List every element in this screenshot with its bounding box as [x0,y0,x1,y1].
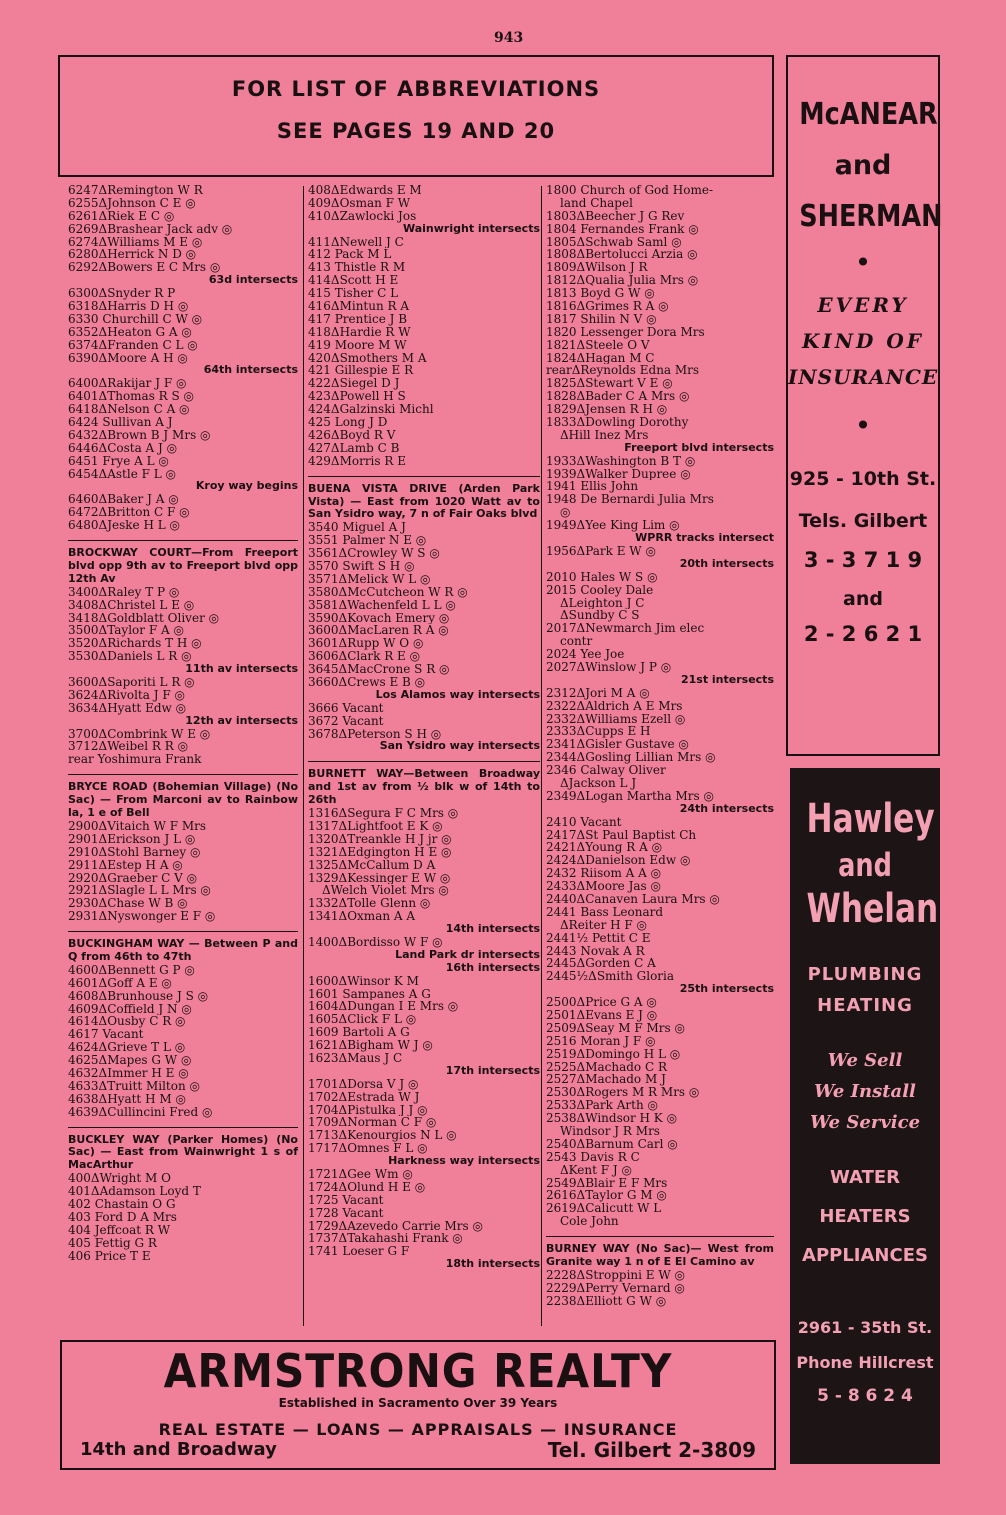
listing-entry: rearΔReynolds Edna Mrs [546,364,700,378]
ad-bullet: • [854,409,872,442]
listing-entry: 2432 Riisom A A ◎ [546,867,662,881]
listing-entry: 1604ΔDungan I E Mrs ◎ [308,1000,459,1014]
ad-address: 2961 - 35th St. [797,1318,933,1337]
intersection-note: 20th intersects [679,557,774,570]
intersection-note: 18th intersects [445,1258,540,1271]
listing-entry: 6480ΔJeske H L ◎ [68,519,180,533]
listing-entry: 2501ΔEvans E J ◎ [546,1009,658,1022]
listing-entry: 1623ΔMaus J C [308,1051,403,1065]
listing-entry: 2017ΔNewmarch Jim elec [546,622,705,636]
listing-entry: 2441½ Pettit C E [546,931,651,945]
listing-entry: 6390ΔMoore A H ◎ [68,351,188,365]
listing-entry: 3400ΔRaley T P ◎ [68,585,180,599]
listing-entry: 3500ΔTaylor F A ◎ [68,624,184,638]
intersection-note: 16th intersects [445,961,540,974]
listing-entry: 417 Prentice J B [308,312,408,326]
ad-name-1: Hawley [806,796,935,842]
listing-entry: 2322ΔAldrich A E Mrs [546,699,683,713]
listing-entry: 1321ΔEdgington H E ◎ [308,845,452,859]
listing-entry: 402 Chastain O G [68,1198,176,1211]
listing-entry: 1725 Vacant [308,1193,384,1207]
listing-entry: 1709ΔNorman C F ◎ [308,1116,437,1130]
listing-entry: 3418ΔGoldblatt Oliver ◎ [68,611,220,625]
directory-column-2 [308,184,540,1271]
ad-name-1: McANEAR [799,97,938,132]
listing-entry: 2332ΔWilliams Ezell ◎ [546,712,686,726]
listing-entry: 6451 Frye A L ◎ [68,454,169,468]
listing-entry: 2538ΔWindsor H K ◎ [546,1112,678,1126]
ad-bullet: • [854,246,872,279]
listing-entry: 1704ΔPistulka J J ◎ [308,1103,428,1117]
listing-entry: 1933ΔWashington B T ◎ [546,454,696,468]
intersection-note: 63d intersects [208,274,298,287]
listing-entry: 2440ΔCanaven Laura Mrs ◎ [546,892,720,906]
listing-entry: 1805ΔSchwab Saml ◎ [546,235,682,249]
listing-entry: 2410 Vacant [546,815,622,829]
listing-entry: 2921ΔSlagle L L Mrs ◎ [68,884,211,898]
listing-entry: 2424ΔDanielson Edw ◎ [546,854,691,868]
listing-entry-continued: ΔWelch Violet Mrs ◎ [322,884,449,898]
listing-entry: 6446ΔCosta A J ◎ [68,441,178,455]
street-separator [308,476,540,477]
listing-entry: 2027ΔWinslow J P ◎ [546,660,672,674]
armstrong-realty-ad [60,1340,776,1470]
listing-entry: 2525ΔMachado C R [546,1060,668,1074]
listing-entry: 3601ΔRupp W O ◎ [308,637,424,651]
listing-entry: 2421ΔYoung R A ◎ [546,841,663,855]
street-separator [68,931,298,932]
listing-entry: 1317ΔLightfoot E K ◎ [308,819,443,833]
listing-entry-continued: ◎ [560,506,571,520]
listing-entry: 3600ΔMacLaren R A ◎ [308,624,449,638]
listing-entry: 4639ΔCullincini Fred ◎ [68,1105,213,1119]
listing-entry: 4625ΔMapes G W ◎ [68,1054,192,1068]
listing-entry: 3580ΔMcCutcheon W R ◎ [308,585,468,599]
intersection-note: Los Alamos way intersects [375,688,540,701]
listing-entry-continued: Cole John [560,1215,619,1229]
intersection-note: Freeport blvd intersects [624,441,774,454]
ad-phone-number: 5 - 8 6 2 4 [817,1386,913,1406]
listing-entry: 3660ΔCrews E B ◎ [308,676,426,689]
listing-entry: 1721ΔGee Wm ◎ [308,1168,413,1181]
ad-name-2: Whelan [806,886,939,932]
listing-entry-continued: ΔReiter H F ◎ [560,918,648,932]
ad-product-1: WATER [829,1167,900,1188]
listing-entry: 2010 Hales W S ◎ [546,570,658,584]
street-heading: BUENA VISTA DRIVE (Arden Park Vista) — East from 1020 Watt av to San Ysidro way, 7 n of Fair Oaks blvd [308,481,540,521]
listing-entry: 2900ΔVitaich W F Mrs [68,819,207,833]
abbreviations-line-2: SEE PAGES 19 AND 20 [276,119,556,143]
intersection-note: 25th intersects [679,983,774,996]
listing-entry: 1400ΔBordisso W F ◎ [308,935,443,949]
listing-entry: 413 Thistle R M [308,261,406,275]
ad-tagline-3: INSURANCE [788,365,939,389]
listing-entry: 6318ΔHarris D H ◎ [68,300,189,313]
street-heading: BROCKWAY COURT—From Freeport blvd opp 9th av to Freeport blvd opp 12th Av [68,546,298,585]
listing-entry: 3530ΔDaniels L R ◎ [68,650,192,664]
listing-entry: 3590ΔKovach Emery ◎ [308,611,450,625]
street-separator [68,1127,298,1128]
ad-established: Established in Sacramento Over 39 Years [278,1396,558,1410]
street-heading: BRYCE ROAD (Bohemian Village) (No Sac) — From Marconi av to Rainbow la, 1 e of Bell [68,780,298,820]
intersection-note: 24th intersects [679,802,774,815]
listing-entry: 3645ΔMacCrone S R ◎ [308,663,450,676]
listing-entry: 1601 Sampanes A G [308,987,431,1001]
listing-entry: 415 Tisher C L [308,287,399,301]
listing-entry: 1803ΔBeecher J G Rev [546,209,685,223]
listing-entry-continued: Windsor J R Mrs [560,1125,660,1138]
mcanear-sherman-ad [786,55,943,756]
listing-entry: 3540 Miguel A J [308,521,406,535]
listing-entry: 2931ΔNyswonger E F ◎ [68,910,216,924]
intersection-note: Land Park dr intersects [395,948,540,961]
listing-entry: 3700ΔCombrink W E ◎ [68,727,211,741]
street-heading: BUCKINGHAM WAY — Between P and Q from 46th to 47th [68,937,298,963]
listing-entry: 6454ΔAstle F L ◎ [68,467,176,481]
directory-column-3 [546,184,774,1308]
listing-entry: 422ΔSiegel D J [308,377,400,391]
listing-entry: 6269ΔBrashear Jack adv ◎ [68,222,233,236]
listing-entry: 6261ΔRiek E C ◎ [68,209,175,223]
ad-name: ARMSTRONG REALTY [163,1344,673,1398]
listing-entry: 2349ΔLogan Martha Mrs ◎ [546,789,714,803]
listing-entry: 1820 Lessenger Dora Mrs [546,325,705,339]
listing-entry: 3712ΔWeibel R R ◎ [68,740,189,754]
listing-entry: 400ΔWright M O [68,1172,171,1186]
listing-entry: 1316ΔSegura F C Mrs ◎ [308,807,459,820]
listing-entry: 1609 Bartoli A G [308,1026,410,1040]
ad-phone-2: 2 - 2 6 2 1 [803,622,923,646]
abbreviations-line-1: FOR LIST OF ABBREVIATIONS [231,77,601,101]
listing-entry: 4614ΔOusby C R ◎ [68,1015,186,1029]
listing-entry: 6400ΔRakijar J F ◎ [68,377,187,391]
listing-entry: 411ΔNewell J C [308,235,404,249]
listing-entry: 2445ΔGorden C A [546,957,656,971]
listing-entry: 6255ΔJohnson C E ◎ [68,196,196,210]
listing-entry: 1600ΔWinsor K M [308,974,419,988]
listing-entry: 2901ΔErickson J L ◎ [68,832,196,846]
listing-entry: 1816ΔGrimes R A ◎ [546,300,669,313]
listing-entry: 1813 Boyd G W ◎ [546,287,655,301]
listing-entry: 2333ΔCupps E H [546,725,651,739]
listing-entry: 426ΔBoyd R V [308,428,396,442]
street-separator [68,774,298,775]
listing-entry: 1956ΔPark E W ◎ [546,544,656,558]
listing-entry: 1737ΔTakahashi Frank ◎ [308,1232,463,1246]
ad-tagline-1: We Sell [827,1050,903,1071]
listing-entry: 3520ΔRichards T H ◎ [68,637,202,651]
listing-entry: 1325ΔMcCallum D A [308,858,436,872]
ad-name-2: SHERMAN [799,199,943,234]
listing-entry: 2527ΔMachado M J [546,1073,666,1087]
listing-entry: 3581ΔWachenfeld L L ◎ [308,598,456,612]
street-separator [308,761,540,762]
listing-entry: 6472ΔBritton C F ◎ [68,506,190,520]
listing-entry: 2543 Davis R C [546,1150,640,1164]
listing-entry: 1717ΔOmnes F L ◎ [308,1142,428,1156]
listing-entry: 1829ΔJensen R H ◎ [546,403,668,417]
listing-entry: 1329ΔKessinger E W ◎ [308,871,451,885]
street-separator [68,540,298,541]
listing-entry: 2530ΔRogers M R Mrs ◎ [546,1086,700,1100]
column-divider [541,186,542,1326]
listing-entry: 2238ΔElliott G W ◎ [546,1294,667,1308]
listing-entry: 4617 Vacant [68,1028,144,1042]
listing-entry: 2910ΔStohl Barney ◎ [68,845,201,859]
listing-entry: 1828ΔBader C A Mrs ◎ [546,390,690,404]
listing-entry: 1800 Church of God Home- [546,184,714,197]
listing-entry: 3600ΔSaporiti L R ◎ [68,676,195,689]
listing-entry: 1824ΔHagan M C [546,351,655,365]
listing-entry: 2619ΔCalicutt W L [546,1202,662,1216]
ad-telephone: Tel. Gilbert 2-3809 [547,1438,756,1462]
listing-entry: 410ΔZawlocki Jos [308,209,417,223]
listing-entry: 2312ΔJori M A ◎ [546,686,650,700]
listing-entry: 424ΔGalzinski Michl [308,403,434,417]
listing-entry: 408ΔEdwards E M [308,184,422,197]
listing-entry: 2341ΔGisler Gustave ◎ [546,738,689,752]
ad-tagline-2: We Install [814,1081,916,1102]
listing-entry: 427ΔLamb C B [308,441,400,455]
street-separator [546,1236,774,1237]
listing-entry: 423ΔPowell H S [308,390,406,404]
listing-entry: 1821ΔSteele O V [546,338,650,352]
listing-entry: 3606ΔClark R E ◎ [308,650,421,664]
listing-entry: 6274ΔWilliams M E ◎ [68,235,203,249]
listing-entry-continued: ΔKent F J ◎ [560,1163,633,1177]
listing-entry: 6418ΔNelson C A ◎ [68,403,190,417]
ad-product-2: HEATERS [819,1206,911,1227]
listing-entry: 3571ΔMelick W L ◎ [308,572,431,586]
listing-entry: 414ΔScott H E [308,274,399,288]
listing-entry: 2417ΔSt Paul Baptist Ch [546,828,697,842]
listing-entry: 412 Pack M L [308,248,392,262]
listing-entry: 6352ΔHeaton G A ◎ [68,325,192,339]
listing-entry: 6300ΔSnyder R P [68,287,176,301]
listing-entry: 1808ΔBertolucci Arzia ◎ [546,248,698,262]
listing-entry: 2549ΔBlair E F Mrs [546,1176,668,1190]
ad-and: and [843,588,883,610]
listing-entry-continued: contr [560,635,593,649]
ad-tagline-1: EVERY [817,293,909,317]
listing-entry: 1332ΔTolle Glenn ◎ [308,897,431,911]
listing-entry-continued: ΔLeighton J C [560,596,645,610]
listing-entry: 6424 Sullivan A J [68,416,173,429]
intersection-note: Harkness way intersects [388,1155,540,1168]
listing-entry: 3624ΔRivolta J F ◎ [68,688,185,702]
street-heading: BUCKLEY WAY (Parker Homes) (No Sac) — East from Wainwright 1 s of MacArthur [68,1132,298,1172]
listing-entry: 1605ΔClick F L ◎ [308,1013,417,1027]
listing-entry: 1724ΔOlund H E ◎ [308,1180,426,1194]
listing-entry: 2346 Calway Oliver [546,764,666,777]
listing-entry: 4633ΔTruitt Milton ◎ [68,1079,200,1093]
intersection-note: WPRR tracks intersect [635,532,774,545]
listing-entry: 6247ΔRemington W R [68,184,203,197]
listing-entry-continued: land Chapel [560,196,633,210]
listing-entry: 1941 Ellis John [546,480,639,494]
listing-entry: 421 Gillespie E R [308,364,414,378]
listing-entry: 1701ΔDorsa V J ◎ [308,1077,419,1091]
listing-entry: 1817 Shilin N V ◎ [546,312,657,326]
listing-entry: 1948 De Bernardi Julia Mrs [546,493,714,507]
listing-entry: 404 Jeffcoat R W [68,1223,171,1237]
listing-entry: 420ΔSmothers M A [308,351,427,365]
listing-entry: 1812ΔQualia Julia Mrs ◎ [546,274,699,288]
listing-entry: 4624ΔGrieve T L ◎ [68,1041,186,1055]
listing-entry: 4600ΔBennett G P ◎ [68,963,195,977]
directory-column-1 [68,184,298,1263]
intersection-note: 17th intersects [445,1064,540,1077]
page-number: 943 [494,30,524,46]
listing-entry: 1939ΔWalker Dupree ◎ [546,467,691,481]
ad-address: 14th and Broadway [80,1439,277,1460]
listing-entry: 3634ΔHyatt Edw ◎ [68,701,187,715]
listing-entry-continued: ΔJackson L J [560,776,637,790]
listing-entry: 3672 Vacant [308,714,384,728]
listing-entry: 1728 Vacant [308,1206,384,1220]
intersection-note: 64th intersects [203,364,298,377]
listing-entry: 3408ΔChristel L E ◎ [68,598,195,612]
listing-entry: 2445½ΔSmith Gloria [546,970,675,984]
intersection-note: 12th av intersects [185,714,298,727]
listing-entry: 2500ΔPrice G A ◎ [546,996,657,1009]
listing-entry: 2920ΔGraeber C V ◎ [68,871,198,885]
ad-and: and [834,150,892,181]
listing-entry: 4601ΔGoff A E ◎ [68,976,172,990]
listing-entry: 2519ΔDomingo H L ◎ [546,1047,681,1061]
listing-entry: 401ΔAdamson Loyd T [68,1185,201,1199]
listing-entry: 1949ΔYee King Lim ◎ [546,519,680,533]
listing-entry: 429ΔMorris R E [308,454,406,468]
ad-and: and [838,846,892,884]
listing-entry: 3666 Vacant [308,701,384,715]
listing-entry: 4638ΔHyatt H M ◎ [68,1092,186,1106]
listing-entry: 1621ΔBigham W J ◎ [308,1039,433,1052]
listing-entry: 419 Moore M W [308,338,407,352]
listing-entry: rear Yoshimura Frank [68,753,202,767]
listing-entry: 425 Long J D [308,416,388,429]
listing-entry: 6432ΔBrown B J Mrs ◎ [68,428,211,442]
intersection-note: Wainwright intersects [403,222,540,235]
hawley-whelan-ad [790,768,940,1464]
listing-entry: 405 Fettig G R [68,1236,157,1250]
listing-entry: 1729ΔAzevedo Carrie Mrs ◎ [308,1219,483,1233]
listing-entry: 2911ΔEstep H A ◎ [68,858,183,872]
listing-entry: 1833ΔDowling Dorothy [546,416,689,429]
listing-entry: 6401ΔThomas R S ◎ [68,390,195,404]
listing-entry: 2516 Moran J F ◎ [546,1034,656,1048]
ad-phone-1: 3 - 3 7 1 9 [803,548,923,572]
ad-phone-label: Phone Hillcrest [796,1353,934,1372]
listing-entry: 3551 Palmer N E ◎ [308,534,427,548]
listing-entry: 2533ΔPark Arth ◎ [546,1099,658,1113]
listing-entry: 418ΔHardie R W [308,325,411,339]
intersection-note: San Ysidro way intersects [379,740,540,753]
listing-entry: 3678ΔPeterson S H ◎ [308,727,442,741]
listing-entry: 1702ΔEstrada W J [308,1090,420,1104]
listing-entry: 2015 Cooley Dale [546,583,654,597]
listing-entry: 6374ΔFranden C L ◎ [68,338,198,352]
listing-entry: 2228ΔStroppini E W ◎ [546,1268,685,1282]
listing-entry: 409ΔOsman F W [308,196,411,210]
ad-address: 925 - 10th St. [789,468,937,490]
listing-entry: 403 Ford D A Mrs [68,1210,177,1224]
listing-entry: 1809ΔWilson J R [546,261,648,275]
listing-entry: 2441 Bass Leonard [546,905,664,919]
listing-entry: 4632ΔImmer H E ◎ [68,1067,189,1080]
listing-entry: 2344ΔGosling Lillian Mrs ◎ [546,751,716,765]
listing-entry: 1804 Fernandes Frank ◎ [546,222,699,236]
listing-entry: 416ΔMintun R A [308,300,410,313]
listing-entry: 2433ΔMoore Jas ◎ [546,880,662,893]
ad-tels-label: Tels. Gilbert [798,510,928,532]
listing-entry: 6292ΔBowers E C Mrs ◎ [68,261,221,275]
listing-entry: 1320ΔTreankle H J jr ◎ [308,832,452,846]
listing-entry: 2616ΔTaylor G M ◎ [546,1189,667,1203]
column-divider [303,186,304,1326]
street-heading: BURNEY WAY (No Sac)— West from Granite way 1 n of E El Camino av [546,1242,774,1269]
listing-entry: 2509ΔSeay M F Mrs ◎ [546,1021,685,1035]
ad-service-1: PLUMBING [807,964,923,985]
listing-entry: 1341ΔOxman A A [308,910,416,924]
listing-entry: 4609ΔCoffield J N ◎ [68,1002,192,1016]
abbreviations-box [58,55,774,177]
listing-entry-continued: ΔSundby C S [560,609,640,623]
listing-entry: 3561ΔCrowley W S ◎ [308,547,440,560]
listing-entry: 2443 Novak A R [546,944,645,958]
intersection-note: Kroy way begins [195,480,298,493]
intersection-note: 11th av intersects [185,663,298,676]
listing-entry: 4608ΔBrunhouse J S ◎ [68,989,209,1003]
ad-tagline-2: KIND OF [802,329,924,353]
listing-entry: 1713ΔKenourgios N L ◎ [308,1129,457,1143]
listing-entry-continued: ΔHill Inez Mrs [560,428,649,442]
listing-entry: 2229ΔPerry Vernard ◎ [546,1281,685,1295]
listing-entry: 6280ΔHerrick N D ◎ [68,248,197,262]
listing-entry: 2540ΔBarnum Carl ◎ [546,1137,678,1151]
intersection-note: 14th intersects [445,923,540,936]
listing-entry: 6460ΔBaker J A ◎ [68,493,179,507]
ad-service-2: HEATING [817,995,913,1016]
listing-entry: 1741 Loeser G F [308,1245,410,1259]
ad-tagline-3: We Service [809,1112,921,1133]
listing-entry: 2930ΔChase W B ◎ [68,897,188,911]
ad-services: REAL ESTATE — LOANS — APPRAISALS — INSURANCE [158,1420,678,1439]
listing-entry: 3570 Swift S H ◎ [308,559,415,573]
street-heading: BURNETT WAY—Between Broadway and 1st av from ½ blk w of 14th to 26th [308,767,540,807]
listing-entry: 2024 Yee Joe [546,648,625,661]
listing-entry: 406 Price T E [68,1249,151,1263]
intersection-note: 21st intersects [680,673,774,686]
listing-entry: 6330 Churchill C W ◎ [68,312,203,326]
ad-product-3: APPLIANCES [802,1245,928,1266]
listing-entry: 1825ΔStewart V E ◎ [546,377,673,391]
